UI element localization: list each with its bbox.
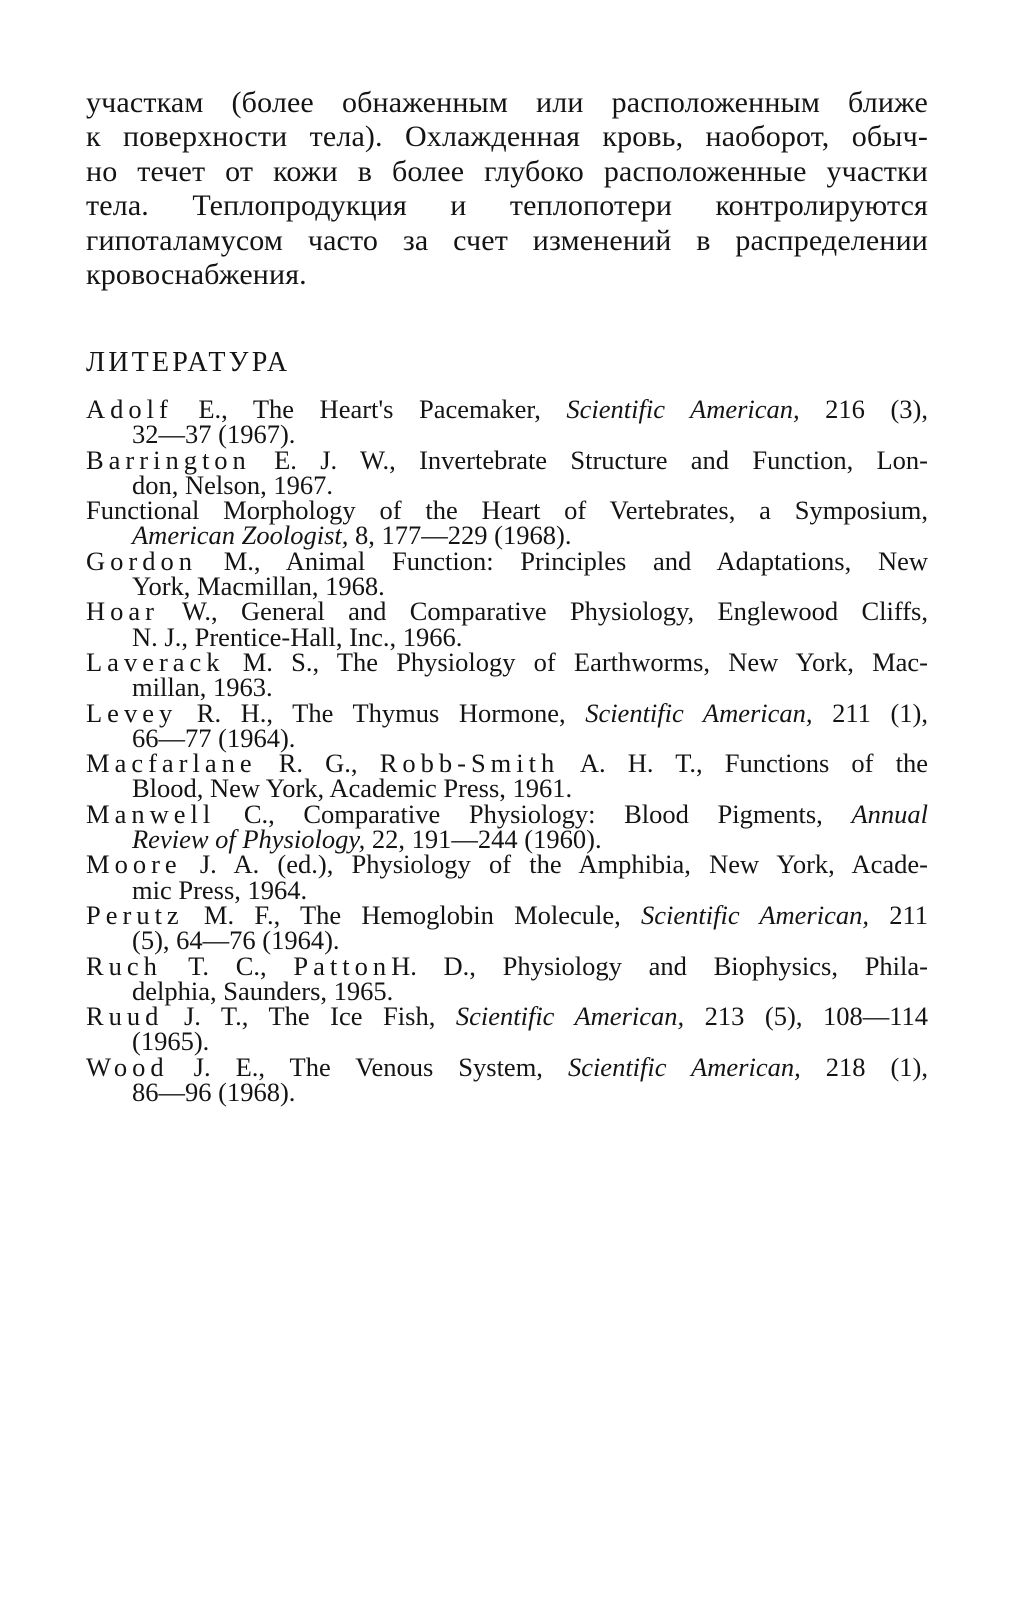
reference-text: J. T., The Ice Fish,	[163, 1001, 456, 1032]
reference-text: E., The Heart's Pacemaker,	[172, 394, 567, 424]
reference-text: millan, 1963.	[132, 672, 273, 703]
reference-source: American Zoologist,	[132, 520, 349, 551]
reference-text: J. A. (ed.), Physiology of the Amphibia, New York, Acade-	[181, 849, 928, 880]
reference-text: R. G.,	[256, 748, 380, 779]
reference-text: M., Animal Function: Principles and Adaptations, New	[196, 545, 928, 576]
reference-text: E. J. W., Invertebrate Structure and Function, Lon-	[250, 444, 928, 475]
reference-text: A. H. T., Functions of the	[559, 748, 928, 779]
reference-author: Laverack	[86, 646, 225, 677]
reference-text: Functional Morphology of the Heart of Vertebrates, a Symposium,	[86, 495, 928, 526]
reference-text: C., Comparative Physiology: Blood Pigments,	[215, 798, 852, 829]
reference-entry	[86, 899, 928, 956]
reference-text: J. E., The Venous System,	[168, 1051, 568, 1082]
reference-author: Manwell	[86, 798, 216, 829]
reference-text: 22, 191—244 (1960).	[365, 824, 602, 855]
reference-text: 213 (5), 108—114	[684, 1001, 928, 1032]
reference-author: Barrington	[86, 444, 251, 475]
reference-author: Ruud	[86, 1001, 164, 1032]
reference-text: (1965).	[132, 1026, 210, 1057]
reference-entry	[86, 950, 928, 1006]
reference-entry	[86, 394, 928, 450]
reference-line	[86, 1001, 928, 1032]
reference-text: (5), 64—76 (1964).	[132, 925, 340, 956]
reference-text: 211	[869, 899, 928, 930]
reference-text: N. J., Prentice-Hall, Inc., 1966.	[132, 621, 463, 652]
reference-list	[86, 394, 928, 1108]
reference-author: Macfarlane	[86, 748, 257, 779]
reference-text: 86—96 (1968).	[132, 1077, 296, 1108]
reference-entry	[86, 798, 928, 855]
reference-source: Annual	[851, 798, 928, 829]
body-line: но течет от кожи в более глубоко расположенные участки	[86, 154, 928, 188]
reference-text: M. F., The Hemoglobin Molecule,	[183, 899, 641, 930]
reference-author: Gordon	[86, 545, 197, 576]
reference-text: M. S., The Physiology of Earthworms, New York, Mac-	[224, 646, 928, 677]
reference-text: T. C.,	[161, 950, 294, 981]
reference-author: Ruch	[86, 950, 162, 981]
reference-author: Wood	[86, 1051, 169, 1082]
body-paragraph	[86, 86, 928, 292]
reference-entry	[86, 748, 928, 804]
reference-entry	[86, 849, 928, 905]
body-line: к поверхности тела). Охлажденная кровь, наоборот, обыч-	[86, 120, 928, 154]
reference-text: mic Press, 1964.	[132, 874, 308, 905]
reference-source: Scientific American,	[567, 1051, 801, 1082]
reference-text: Blood, New York, Academic Press, 1961.	[132, 773, 573, 804]
body-line: тела. Теплопродукция и теплопотери контролируются	[86, 189, 928, 223]
reference-entry	[86, 1001, 928, 1057]
body-line: участкам (более обнаженным или расположенным ближе	[86, 86, 928, 119]
reference-entry	[86, 596, 928, 652]
body-line: кровоснабжения.	[86, 258, 307, 292]
reference-text: H. D., Physiology and Biophysics, Phila-	[391, 950, 928, 981]
reference-text: 66—77 (1964).	[132, 722, 296, 753]
reference-text: 216 (3),	[799, 394, 928, 424]
reference-author: Hoar	[86, 596, 159, 627]
section-heading: ЛИТЕРАТУРА	[86, 347, 291, 378]
body-line: гипоталамусом часто за счет изменений в распределении	[86, 223, 928, 257]
reference-author: Robb-Smith	[379, 748, 560, 779]
reference-source: Scientific American,	[585, 697, 813, 728]
reference-source: Scientific American,	[566, 394, 800, 424]
reference-source: Review of Physiology,	[132, 824, 366, 855]
reference-text: 8, 177—229 (1968).	[348, 520, 572, 551]
reference-entry	[86, 545, 928, 602]
reference-entry	[86, 495, 928, 551]
reference-entry	[86, 697, 928, 753]
reference-author: Levey	[86, 697, 178, 728]
reference-text: York, Macmillan, 1968.	[132, 571, 385, 602]
reference-entry	[86, 1051, 928, 1108]
reference-text: W., General and Comparative Physiology, Englewood Cliffs,	[158, 596, 928, 627]
reference-entry	[86, 444, 928, 500]
reference-line	[86, 1077, 928, 1108]
reference-text: delphia, Saunders, 1965.	[132, 975, 394, 1006]
reference-author: Moore	[86, 849, 182, 880]
reference-author: Patton	[293, 950, 392, 981]
reference-text: R. H., The Thymus Hormone,	[177, 697, 586, 728]
reference-text: don, Nelson, 1967.	[132, 469, 333, 500]
reference-entry	[86, 646, 928, 703]
reference-source: Scientific American,	[641, 899, 869, 930]
reference-author: Adolf	[86, 394, 173, 424]
reference-text: 211 (1),	[812, 697, 928, 728]
reference-author: Perutz	[86, 899, 184, 930]
reference-text: 32—37 (1967).	[132, 419, 296, 450]
reference-source: Scientific American,	[455, 1001, 685, 1032]
reference-text: 218 (1),	[800, 1051, 928, 1082]
